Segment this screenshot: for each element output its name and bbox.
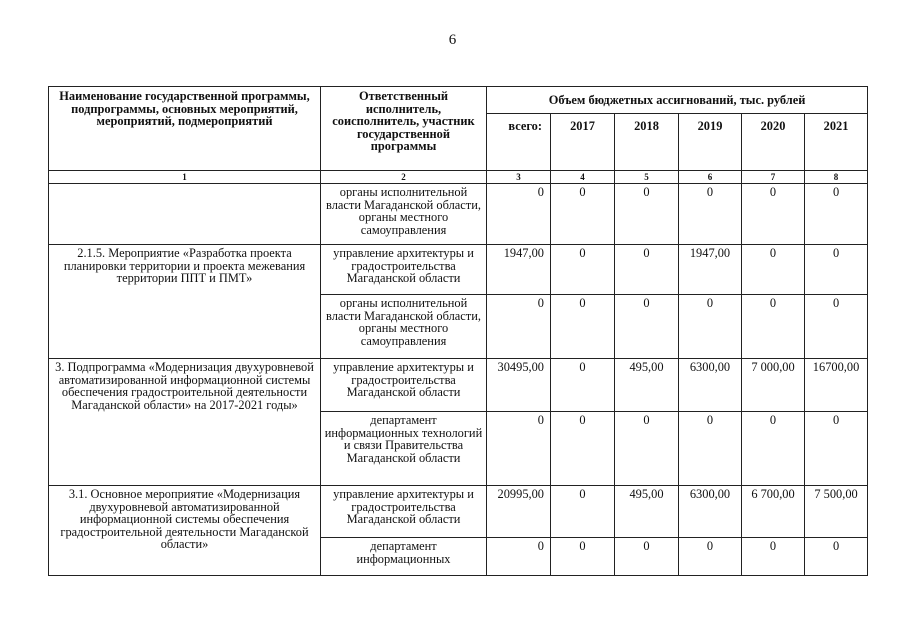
- header-year-2018: 2018: [615, 114, 679, 171]
- value-2020: 0: [742, 538, 805, 576]
- column-number: 7: [742, 171, 805, 184]
- table-row: [49, 184, 868, 245]
- column-number-row: [49, 171, 868, 184]
- header-year-2020: 2020: [742, 114, 805, 171]
- value-2020: 0: [742, 245, 805, 295]
- column-number: 2: [321, 171, 487, 184]
- value-2019: 0: [679, 538, 742, 576]
- header-year-2019: 2019: [679, 114, 742, 171]
- header-budget: Объем бюджетных ассигнований, тыс. рублей: [487, 87, 868, 114]
- program-name-cell: [49, 184, 321, 245]
- value-2020: 0: [742, 412, 805, 486]
- total-cell: 0: [487, 295, 551, 359]
- value-2021: 0: [805, 538, 868, 576]
- value-2018: 0: [615, 295, 679, 359]
- program-name-cell: 2.1.5. Мероприятие «Разработка проекта планировки территории и проекта межевания территории ППТ и ПМТ»: [49, 245, 321, 359]
- responsible-cell: управление архитектуры и градостроительства Магаданской области: [321, 359, 487, 412]
- responsible-cell: управление архитектуры и градостроительства Магаданской области: [321, 486, 487, 538]
- program-name-cell: 3.1. Основное мероприятие «Модернизация двухуровневой автоматизированной информационной системы обеспечения градостроительной деятельности Магаданской области»: [49, 486, 321, 576]
- value-2018: 0: [615, 538, 679, 576]
- value-2021: 0: [805, 184, 868, 245]
- value-2020: 0: [742, 184, 805, 245]
- value-2019: 0: [679, 184, 742, 245]
- header-responsible: Ответственный исполнитель, соисполнитель, участник государственной программы: [321, 87, 487, 171]
- value-2018: 0: [615, 245, 679, 295]
- responsible-cell: органы исполнительной власти Магаданской области, органы местного самоуправления: [321, 184, 487, 245]
- value-2021: 0: [805, 412, 868, 486]
- responsible-cell: департамент информационных технологий и связи Правительства Магаданской области: [321, 412, 487, 486]
- value-2021: 0: [805, 245, 868, 295]
- value-2020: 6 700,00: [742, 486, 805, 538]
- header-year-2017: 2017: [551, 114, 615, 171]
- column-number: 3: [487, 171, 551, 184]
- total-cell: 0: [487, 538, 551, 576]
- value-2017: 0: [551, 245, 615, 295]
- responsible-cell: органы исполнительной власти Магаданской области, органы местного самоуправления: [321, 295, 487, 359]
- program-name-cell: 3. Подпрограмма «Модернизация двухуровневой автоматизированной информационной системы обеспечения градостроительной деятельности Магаданской области» на 2017-2021 годы»: [49, 359, 321, 486]
- total-cell: 20995,00: [487, 486, 551, 538]
- table-row: [49, 245, 868, 295]
- value-2019: 6300,00: [679, 359, 742, 412]
- header-program-name: Наименование государственной программы, подпрограммы, основных мероприятий, мероприятий, подмероприятий: [49, 87, 321, 171]
- value-2017: 0: [551, 184, 615, 245]
- total-cell: 30495,00: [487, 359, 551, 412]
- value-2018: 495,00: [615, 359, 679, 412]
- value-2021: 0: [805, 295, 868, 359]
- column-number: 4: [551, 171, 615, 184]
- value-2018: 0: [615, 184, 679, 245]
- value-2020: 7 000,00: [742, 359, 805, 412]
- value-2017: 0: [551, 412, 615, 486]
- page-number: 6: [448, 32, 457, 48]
- value-2020: 0: [742, 295, 805, 359]
- value-2021: 7 500,00: [805, 486, 868, 538]
- column-number: 5: [615, 171, 679, 184]
- total-cell: 1947,00: [487, 245, 551, 295]
- value-2017: 0: [551, 486, 615, 538]
- value-2021: 16700,00: [805, 359, 868, 412]
- budget-table: [48, 86, 868, 576]
- value-2018: 495,00: [615, 486, 679, 538]
- value-2017: 0: [551, 295, 615, 359]
- value-2019: 1947,00: [679, 245, 742, 295]
- responsible-cell: управление архитектуры и градостроительства Магаданской области: [321, 245, 487, 295]
- table-row: [49, 359, 868, 412]
- column-number: 8: [805, 171, 868, 184]
- value-2019: 6300,00: [679, 486, 742, 538]
- value-2018: 0: [615, 412, 679, 486]
- total-cell: 0: [487, 184, 551, 245]
- value-2017: 0: [551, 359, 615, 412]
- column-number: 1: [49, 171, 321, 184]
- header-year-2021: 2021: [805, 114, 868, 171]
- value-2019: 0: [679, 295, 742, 359]
- value-2019: 0: [679, 412, 742, 486]
- header-total: всего:: [487, 114, 551, 171]
- value-2017: 0: [551, 538, 615, 576]
- responsible-cell: департамент информационных: [321, 538, 487, 576]
- column-number: 6: [679, 171, 742, 184]
- total-cell: 0: [487, 412, 551, 486]
- table-row: [49, 486, 868, 538]
